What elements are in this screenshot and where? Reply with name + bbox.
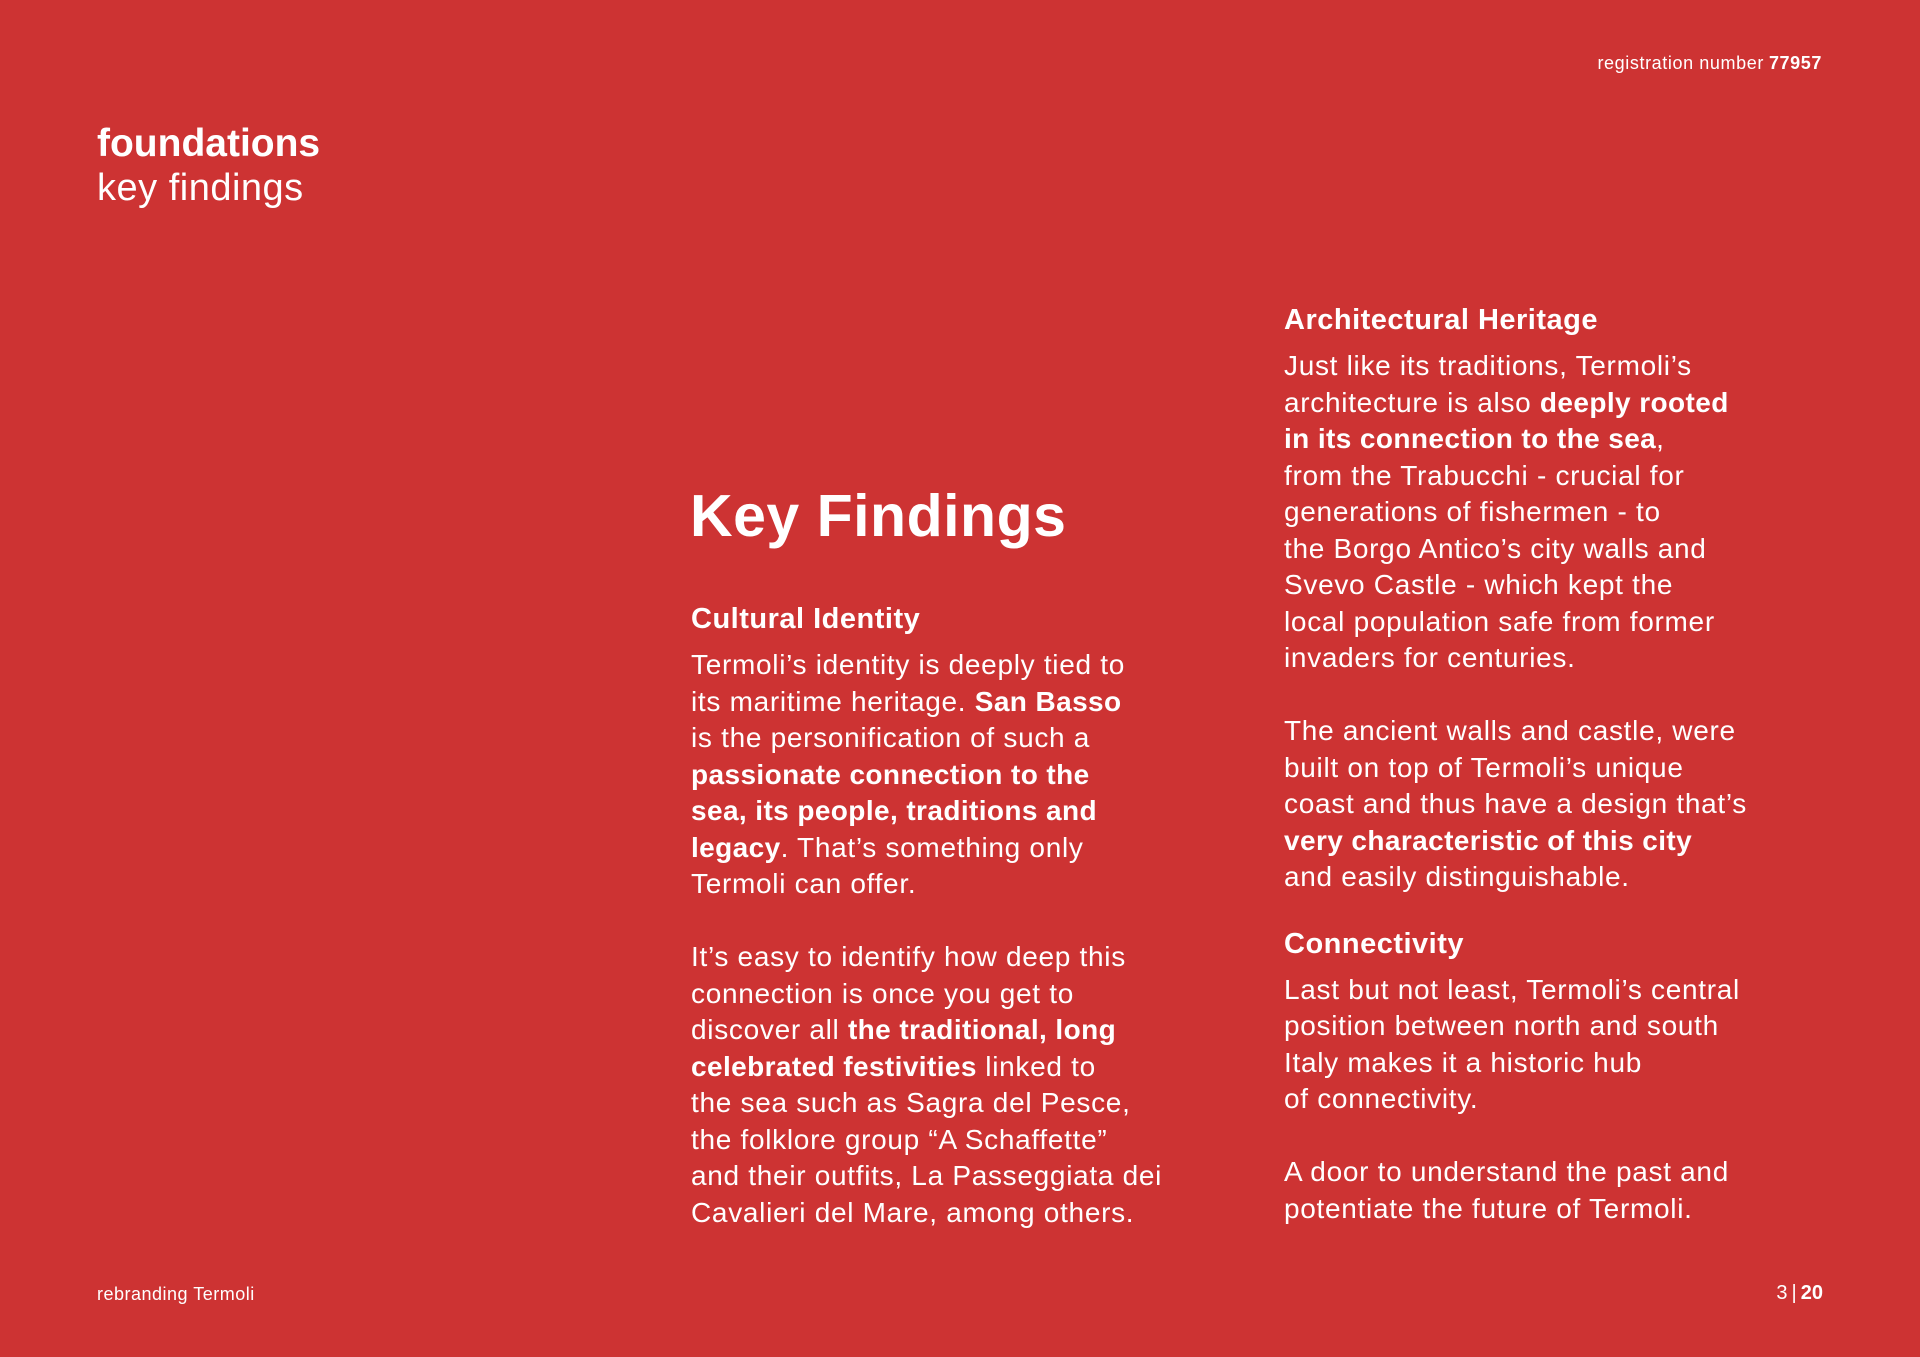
- cultural-identity-heading: Cultural Identity: [691, 603, 921, 635]
- text-line: from the Trabucchi - crucial for: [1284, 459, 1685, 491]
- section-header: [97, 122, 320, 210]
- text-line: The ancient walls and castle, were: [1284, 715, 1736, 746]
- text-line: is the personification of such a: [691, 722, 1091, 753]
- text-line: ,: [1656, 423, 1665, 454]
- text-line: Termoli can offer.: [691, 868, 917, 899]
- section-subtitle: key findings: [97, 167, 304, 209]
- registration-label: registration number: [1597, 53, 1764, 73]
- emphasis-text: legacy: [691, 831, 781, 863]
- page-separator: |: [1791, 1282, 1797, 1304]
- connectivity-paragraph-2: [1284, 1154, 1747, 1227]
- current-page: 3: [1776, 1282, 1788, 1304]
- emphasis-text: the traditional, long: [847, 1014, 1117, 1045]
- text-line: built on top of Termoli’s unique: [1284, 751, 1684, 783]
- text-line: Italy makes it a historic hub: [1284, 1046, 1642, 1078]
- text-line: . That’s something only: [780, 831, 1084, 863]
- architecture-paragraph-1: [1284, 348, 1747, 677]
- text-line: and easily distinguishable.: [1284, 861, 1630, 892]
- emphasis-text: San Basso: [974, 685, 1122, 717]
- connectivity-paragraph-1: [1284, 972, 1747, 1118]
- text-line: and their outfits, La Passeggiata dei: [691, 1160, 1163, 1191]
- emphasis-text: in its connection to the sea: [1284, 423, 1657, 454]
- text-line: coast and thus have a design that’s: [1284, 788, 1747, 819]
- text-line: Termoli’s identity is deeply tied to: [691, 649, 1125, 680]
- text-line: of connectivity.: [1284, 1083, 1479, 1114]
- total-pages: 20: [1800, 1282, 1823, 1304]
- text-line: the sea such as Sagra del Pesce,: [691, 1087, 1131, 1118]
- text-line: local population safe from former: [1284, 605, 1715, 637]
- emphasis-text: very characteristic of this city: [1284, 824, 1693, 856]
- architecture-connectivity-column: [1284, 302, 1747, 1227]
- architectural-heritage-heading: Architectural Heritage: [1284, 304, 1598, 336]
- footer-project-name: rebranding Termoli: [97, 1284, 255, 1304]
- emphasis-text: sea, its people, traditions and: [691, 795, 1098, 826]
- emphasis-text: passionate connection to the: [691, 758, 1090, 790]
- text-line: its maritime heritage.: [691, 685, 975, 717]
- cultural-identity-column: [691, 601, 1162, 1231]
- text-line: architecture is also: [1284, 386, 1540, 418]
- text-line: Last but not least, Termoli’s central: [1284, 973, 1740, 1005]
- section-title: foundations: [97, 122, 321, 165]
- text-line: position between north and south: [1284, 1010, 1719, 1041]
- text-line: linked to: [976, 1050, 1096, 1082]
- text-line: discover all: [691, 1014, 848, 1045]
- registration-number: [1597, 53, 1822, 74]
- text-line: the Borgo Antico’s city walls and: [1284, 532, 1707, 564]
- text-line: potentiate the future of Termoli.: [1284, 1192, 1693, 1224]
- connectivity-heading: Connectivity: [1284, 927, 1465, 960]
- text-line: the folklore group “A Schaffette”: [691, 1123, 1108, 1155]
- text-line: Svevo Castle - which kept the: [1284, 569, 1674, 600]
- architecture-paragraph-2: [1284, 713, 1747, 896]
- cultural-paragraph-2: [691, 939, 1162, 1231]
- text-line: It’s easy to identify how deep this: [691, 941, 1126, 972]
- text-line: Just like its traditions, Termoli’s: [1284, 350, 1692, 381]
- page-number: [1776, 1282, 1823, 1305]
- text-line: Cavalieri del Mare, among others.: [691, 1196, 1135, 1228]
- registration-value: 77957: [1768, 53, 1822, 73]
- cultural-paragraph-1: [691, 647, 1162, 903]
- emphasis-text: celebrated festivities: [691, 1050, 977, 1082]
- page-title: Key Findings: [690, 483, 1067, 549]
- text-line: invaders for centuries.: [1284, 642, 1576, 673]
- text-line: generations of fishermen - to: [1284, 496, 1661, 527]
- text-line: connection is once you get to: [691, 977, 1074, 1009]
- emphasis-text: deeply rooted: [1539, 386, 1729, 418]
- text-line: A door to understand the past and: [1284, 1156, 1729, 1187]
